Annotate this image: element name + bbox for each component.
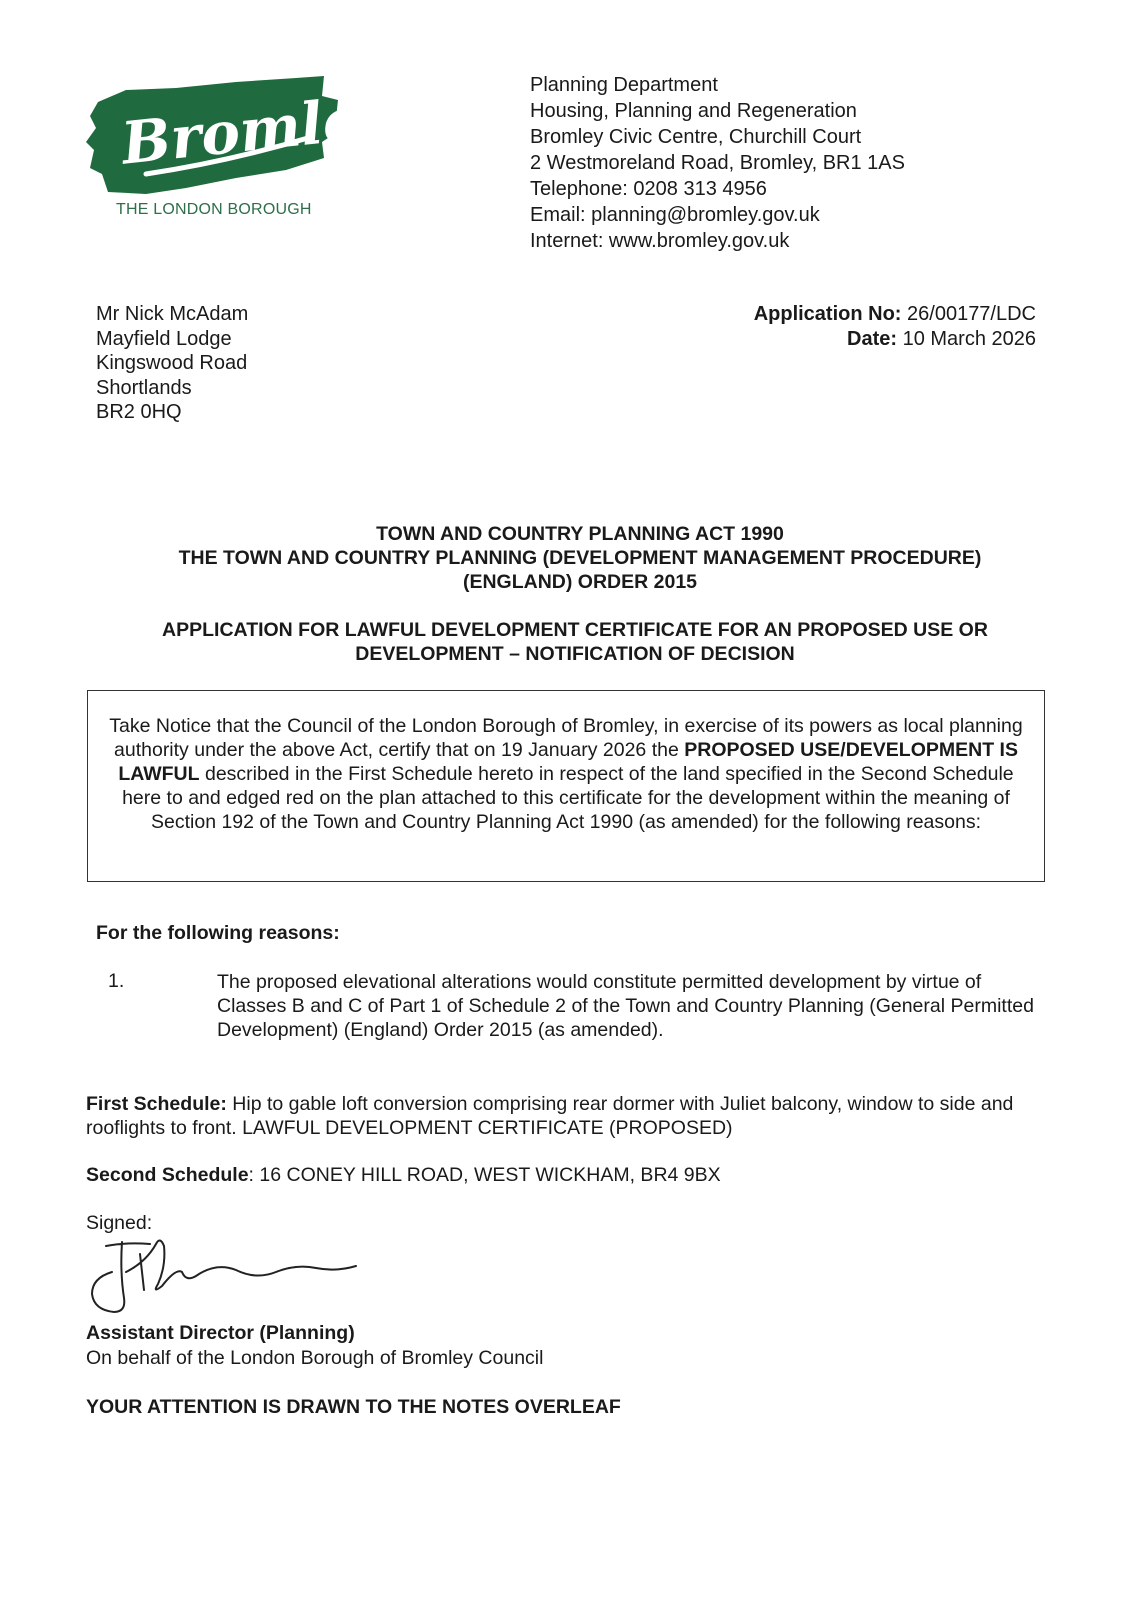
- bromley-logo-mark: [86, 70, 397, 200]
- application-number: [754, 302, 1036, 327]
- bromley-logo: [86, 70, 397, 230]
- handwritten-signature: [86, 1232, 366, 1318]
- department-telephone: Telephone: 0208 313 4956: [530, 178, 767, 200]
- notice-text-part2: described in the First Schedule hereto in respect of the land specified in the Second Schedule here to and edged red on the plan attached to this certificate for the development within the meaning of Section 192 of the Town and Country Planning Act 1990 (as amended) for the following reasons:: [122, 763, 1014, 833]
- act-line: (ENGLAND) ORDER 2015: [462, 571, 698, 593]
- department-internet: Internet: www.bromley.gov.uk: [530, 230, 790, 252]
- recipient-address: [96, 302, 248, 425]
- first-schedule: [86, 1092, 1066, 1140]
- department-email: Email: planning@bromley.gov.uk: [530, 204, 820, 226]
- application-info: [754, 302, 1036, 351]
- department-address: [530, 72, 905, 254]
- notice-text-part1: Take Notice that the Council of the London Borough of Bromley, in exercise of its powers as local planning authority under the above Act, certify that on 19 January 2026 the: [109, 715, 1023, 761]
- act-heading: [60, 522, 1100, 594]
- application-number-label: Application No:: [753, 303, 902, 325]
- signatory-organisation: On behalf of the London Borough of Bromley Council: [86, 1347, 544, 1369]
- reason-number: 1.: [108, 970, 125, 992]
- application-title-line: APPLICATION FOR LAWFUL DEVELOPMENT CERTIFICATE FOR AN PROPOSED USE OR: [162, 619, 988, 641]
- notice-text: [104, 714, 1028, 834]
- second-schedule-text: : 16 CONEY HILL ROAD, WEST WICKHAM, BR4 9BX: [248, 1164, 721, 1186]
- signed-label: Signed:: [86, 1212, 153, 1234]
- second-schedule-label: Second Schedule: [86, 1164, 249, 1186]
- recipient-line: Mayfield Lodge: [96, 327, 232, 350]
- department-line: Bromley Civic Centre, Churchill Court: [530, 126, 862, 148]
- logo-subtitle: THE LONDON BOROUGH: [116, 201, 312, 218]
- svg-text:Bromley: Bromley: [118, 81, 397, 178]
- department-line: 2 Westmoreland Road, Bromley, BR1 1AS: [530, 152, 905, 174]
- application-number-value: 26/00177/LDC: [907, 303, 1036, 325]
- signatory-role: Assistant Director (Planning): [86, 1322, 355, 1344]
- application-date: [754, 327, 1036, 352]
- application-date-value: 10 March 2026: [902, 327, 1036, 350]
- attention-notice: YOUR ATTENTION IS DRAWN TO THE NOTES OVERLEAF: [86, 1396, 621, 1418]
- department-line: Housing, Planning and Regeneration: [530, 100, 857, 122]
- reason-text: The proposed elevational alterations would constitute permitted development by virtue of Classes B and C of Part 1 of Schedule 2 of the Town and Country Planning (General Permitted Development) (England) Order 2015 (as amended).: [217, 971, 1034, 1041]
- application-title-line: DEVELOPMENT – NOTIFICATION OF DECISION: [355, 643, 795, 665]
- notice-text-bold: PROPOSED USE/DEVELOPMENT IS LAWFUL: [118, 739, 1018, 785]
- first-schedule-label: First Schedule:: [86, 1093, 227, 1115]
- recipient-line: Mr Nick McAdam: [96, 303, 249, 325]
- recipient-line: Kingswood Road: [96, 352, 248, 374]
- act-line: THE TOWN AND COUNTRY PLANNING (DEVELOPMENT MANAGEMENT PROCEDURE): [178, 547, 982, 569]
- department-line: Planning Department: [530, 74, 718, 96]
- application-date-label: Date:: [847, 327, 898, 350]
- notice-box: [87, 690, 1045, 882]
- act-line: TOWN AND COUNTRY PLANNING ACT 1990: [376, 523, 784, 545]
- second-schedule: [86, 1164, 721, 1187]
- recipient-line: BR2 0HQ: [96, 401, 182, 423]
- first-schedule-text: Hip to gable loft conversion comprising rear dormer with Juliet balcony, window to side and rooflights to front. LAWFUL DEVELOPMENT CERTIFICATE (PROPOSED): [86, 1093, 1014, 1139]
- reasons-heading: For the following reasons:: [96, 922, 340, 944]
- application-title: [110, 618, 1040, 666]
- recipient-line: Shortlands: [96, 376, 192, 399]
